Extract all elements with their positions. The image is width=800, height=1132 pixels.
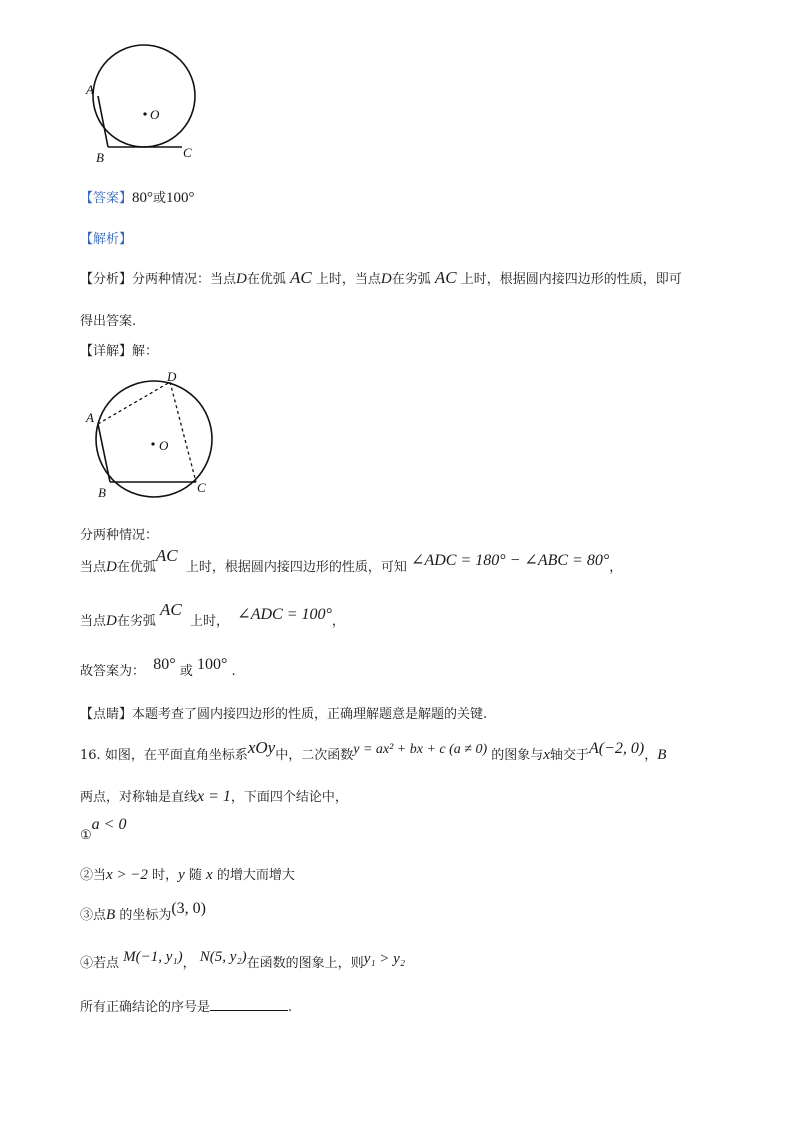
q16-text-5: ， xyxy=(644,748,658,763)
dianjing-tag: 【点睛】 xyxy=(80,707,133,722)
label-o-2: O xyxy=(159,438,169,453)
dashed-dc xyxy=(170,382,196,482)
fenxi-text-3: 上时，当点 xyxy=(315,272,381,287)
answer-value-2: 100° xyxy=(166,190,195,206)
c4-sep: ， xyxy=(182,956,196,971)
analysis-tag: 【解析】 xyxy=(80,232,133,247)
c2-b: 随 xyxy=(188,868,202,883)
q16-axis: x = 1 xyxy=(197,788,231,805)
center-dot-2 xyxy=(151,442,154,445)
case2-d: D xyxy=(106,613,117,629)
final-or: 或 xyxy=(179,664,193,679)
q16-text-2: 中，二次函数 xyxy=(275,748,354,763)
label-a-2: A xyxy=(86,410,94,425)
circle-o xyxy=(93,45,195,147)
center-dot xyxy=(143,112,146,115)
answer-tag: 【答案】 xyxy=(80,191,133,206)
final-a: 故答案为： xyxy=(80,664,146,679)
q16-conclusion-3 xyxy=(80,900,206,924)
c3-b: B xyxy=(106,907,116,923)
case1-end: ， xyxy=(609,560,623,575)
fenxi-d1: D xyxy=(236,271,247,287)
label-c: C xyxy=(183,145,192,160)
q16-ask: 所有正确结论的序号是 xyxy=(80,1000,211,1015)
q16-ask-end: . xyxy=(288,1000,293,1015)
case1-d: D xyxy=(106,559,117,575)
case1-arc: AC xyxy=(155,546,178,565)
q16-text-4: 轴交于 xyxy=(549,748,589,763)
fenxi-text-5: 上时，根据圆内接四边形的性质，即可 xyxy=(460,272,682,287)
solution-case-2 xyxy=(80,600,345,630)
c2-cond: x > −2 xyxy=(106,867,148,883)
dianjing-text: 本题考查了圆内接四边形的性质，正确理解题意是解题的关键. xyxy=(132,707,488,722)
case2-a: 当点 xyxy=(80,614,107,629)
label-b: B xyxy=(96,150,104,165)
q16-line-1 xyxy=(80,738,667,764)
c2-c: 的增大而增大 xyxy=(216,868,295,883)
fenxi-tag: 【分析】 xyxy=(80,272,133,287)
c2-y: y xyxy=(178,867,185,883)
c4-rel: y₁ > y₂ xyxy=(363,951,406,967)
label-b-2: B xyxy=(98,485,106,500)
label-a: A xyxy=(86,82,94,97)
q16-number: 16. xyxy=(80,748,101,763)
case2-formula: ∠ADC = 100° xyxy=(237,606,332,623)
case2-b: 在劣弧 xyxy=(116,614,156,629)
fenxi-text-4: 在劣弧 xyxy=(391,272,431,287)
q16-question xyxy=(80,996,292,1015)
circle-figure-2 xyxy=(84,364,224,504)
xiangjie-tag: 【详解】 xyxy=(80,344,133,359)
answer-blank[interactable] xyxy=(210,998,288,1011)
case2-arc: AC xyxy=(160,600,182,619)
q16-x1: x xyxy=(543,747,550,763)
q16-conclusion-1 xyxy=(80,816,127,844)
answer-or: 或 xyxy=(153,191,167,206)
label-o: O xyxy=(150,107,160,122)
xiangjie-text: 解： xyxy=(132,344,159,359)
final-v1: 80° xyxy=(153,656,176,673)
answer-line xyxy=(80,187,195,207)
fenxi-line-1 xyxy=(80,268,682,288)
q16-line-2 xyxy=(80,786,348,806)
c2-num: ②当 xyxy=(80,868,107,883)
label-c-2: C xyxy=(197,480,206,495)
case1-c: 上时，根据圆内接四边形的性质，可知 xyxy=(185,560,407,575)
c4-m: M(−1, y₁) xyxy=(123,949,183,965)
fenxi-arc2: AC xyxy=(434,268,457,287)
chord-ab-2 xyxy=(98,424,110,482)
case2-end: ， xyxy=(331,614,345,629)
solution-intro: 分两种情况： xyxy=(80,528,159,543)
q16-line2-a: 两点，对称轴是直线 xyxy=(80,790,198,805)
c4-num: ④若点 xyxy=(80,956,120,971)
case1-b: 在优弧 xyxy=(116,560,156,575)
label-d-2: D xyxy=(167,369,177,384)
solution-final xyxy=(80,656,236,680)
fenxi-text-1: 分两种情况：当点 xyxy=(132,272,237,287)
c4-n: N(5, y₂) xyxy=(199,949,247,965)
c1-text: a < 0 xyxy=(91,816,127,833)
c2-a: 时， xyxy=(152,868,179,883)
q16-b: B xyxy=(657,747,667,763)
answer-value-1: 80° xyxy=(132,190,154,206)
c3-a: 的坐标为 xyxy=(119,908,172,923)
final-end: . xyxy=(231,664,236,679)
q16-point-a: A(−2, 0) xyxy=(588,740,645,757)
circle-figure-1 xyxy=(80,26,210,166)
fenxi-arc1: AC xyxy=(290,268,312,287)
final-v2: 100° xyxy=(196,656,228,673)
case1-formula: ∠ADC = 180° − ∠ABC = 80° xyxy=(411,552,610,569)
c2-x: x xyxy=(206,867,213,883)
c4-a: 在函数的图象上，则 xyxy=(246,956,364,971)
q16-conclusion-4 xyxy=(80,949,406,972)
c3-num: ③点 xyxy=(80,908,107,923)
fenxi-d2: D xyxy=(380,271,392,287)
q16-xoy: xOy xyxy=(247,738,276,757)
solution-case-1 xyxy=(80,546,623,576)
q16-text-3: 的图象与 xyxy=(491,748,544,763)
xiangjie-line xyxy=(80,340,158,359)
case2-c: 上时， xyxy=(190,614,230,629)
q16-conclusion-2 xyxy=(80,864,295,884)
q16-line2-b: ，下面四个结论中， xyxy=(230,790,348,805)
fenxi-line-2: 得出答案. xyxy=(80,314,137,329)
circle-o-2 xyxy=(96,381,212,497)
dianjing-line xyxy=(80,703,487,722)
c1-num: ① xyxy=(80,828,92,843)
q16-func: y = ax² + bx + c (a ≠ 0) xyxy=(353,742,488,757)
case1-a: 当点 xyxy=(80,560,107,575)
c3-coord: (3, 0) xyxy=(171,900,206,917)
q16-text-1: 如图，在平面直角坐标系 xyxy=(104,748,248,763)
fenxi-text-2: 在优弧 xyxy=(246,272,286,287)
